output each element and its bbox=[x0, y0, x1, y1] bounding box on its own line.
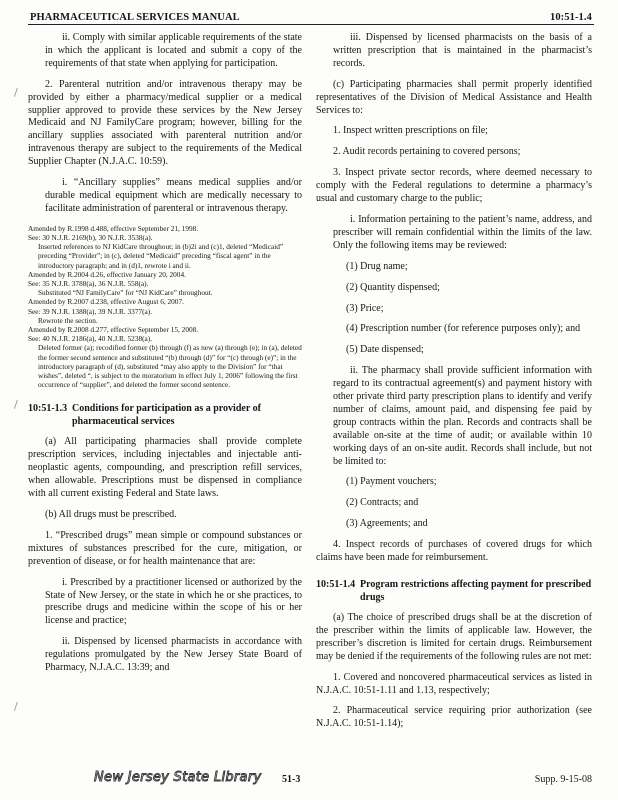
running-header bbox=[30, 9, 592, 23]
library-watermark: New Jersey State Library bbox=[94, 770, 262, 785]
margin-mark: / bbox=[14, 86, 18, 99]
history-line: Amended by R.2007 d.238, effective August 6, 2007. bbox=[28, 297, 184, 307]
page-number: 51-3 bbox=[282, 774, 301, 785]
paragraph-b1-ii: ii. Dispensed by licensed pharmacists in accordance with regulations promulgated by the New Jersey State Board of Pharmacy, N.J.A.C. 13:39; and bbox=[45, 636, 302, 674]
paragraph-c3: 3. Inspect private sector records, where deemed necessary to comply with the Federal regulations to determine a pharmacy’s usual and customary charge to the public; bbox=[316, 167, 592, 205]
paragraph-c: (c) Participating pharmacies shall permit properly identified representatives of the Division of Medical Assistance and Health Services to: bbox=[316, 78, 592, 116]
paragraph-1-4-a: (a) The choice of prescribed drugs shall be at the discretion of the prescriber within the limits of applicable law. However, the prescriber’s discretion is limited for certain drugs. Reimbursement may be denied if the requirements of the following rules are not met: bbox=[316, 612, 592, 662]
history-line: Inserted references to NJ KidCare throughout; in (b)2i and (c)1, deleted “Medicaid” preceding “Provider”; in (c), deleted “Medicaid” preceding “fiscal agent” in the introductory paragraph; and in (d)1, rewrote i and ii. bbox=[38, 242, 284, 270]
paragraph-b2-ii: ii. Comply with similar applicable requirements of the state in which the applicant is located and submit a copy of the requirements of that state when applying for participation. bbox=[45, 32, 302, 69]
list-item: (2) Quantity dispensed; bbox=[346, 281, 440, 293]
section-number: 10:51-1.4 bbox=[316, 579, 356, 590]
history-line: See: 40 N.J.R. 2186(a), 40 N.J.R. 5238(a). bbox=[28, 334, 153, 344]
history-line: See: 35 N.J.R. 3788(a), 36 N.J.R. 558(a). bbox=[28, 279, 149, 288]
list-item: (1) Payment vouchers; bbox=[346, 476, 437, 488]
history-line: Substituted “NJ FamilyCare” for “NJ KidCare” throughout. bbox=[38, 288, 213, 298]
list-item: (3) Agreements; and bbox=[346, 518, 428, 530]
paragraph-b1: 1. “Prescribed drugs” mean simple or compound substances or mixtures of substances prescribed for the cure, mitigation, or prevention of disease, or for health maintenance that are: bbox=[28, 529, 302, 567]
paragraph-b2-i: i. “Ancillary supplies” means medical supplies and/or durable medical equipment which are medically necessary to facilitate administration of parenteral or intravenous therapy. bbox=[45, 177, 302, 214]
margin-mark: / bbox=[14, 700, 18, 713]
manual-title: PHARMACEUTICAL SERVICES MANUAL bbox=[30, 12, 240, 23]
paragraph-1-4-a1: 1. Covered and noncovered pharmaceutical services as listed in N.J.A.C. 10:51-1.11 and 1.13, respectively; bbox=[316, 671, 592, 696]
list-item: (5) Date dispensed; bbox=[346, 344, 424, 356]
history-line: Deleted former (a); recodified former (b) through (f) as new (a) through (e); in (a), deleted the former second sentence and substituted “(b) through (d)” for “(c) through (e)”; in the introductory paragraph of (d), substituted “may also apply to the Division” for “that wishes”, deleted “, is subject to the moratorium in effect July 1, 2006” following the first occurrence of “supplier”, and deleted the former second sentence. bbox=[38, 343, 302, 390]
section-title: Conditions for participation as a provider of pharmaceutical services bbox=[72, 403, 261, 427]
list-item: (4) Prescription number (for reference purposes only); and bbox=[346, 323, 581, 335]
section-heading-1-3 bbox=[28, 403, 302, 428]
section-heading-1-4 bbox=[316, 579, 592, 604]
paragraph-b: (b) All drugs must be prescribed. bbox=[45, 508, 177, 520]
section-title: Program restrictions affecting payment for prescribed drugs bbox=[360, 579, 592, 603]
paragraph-a: (a) All participating pharmacies shall provide complete prescription services, including injectables and injectable anti-neoplastic agents, compounding, and prescription refill services, when allowable. Prescriptions must be dispensed in compliance with all current existing Federal and State laws. bbox=[28, 436, 302, 500]
margin-mark: / bbox=[14, 398, 18, 411]
section-range: 10:51-1.4 bbox=[549, 12, 592, 23]
paragraph-c3-ii: ii. The pharmacy shall provide sufficient information with regard to its contractual agreement(s) and payment history with other private third party prescription plans to identify and verify number of claims, amount paid, and dispensing fee paid by group contracts within the plan. Records and contracts shall be available on-site at the time of audit; or available within 10 working days of an on-site audit. Records shall include, but not be limited to: bbox=[333, 365, 592, 467]
history-line: See: 30 N.J.R. 2169(b), 30 N.J.R. 3538(a). bbox=[28, 232, 153, 242]
header-rule bbox=[28, 24, 594, 25]
supplement-date: Supp. 9-15-08 bbox=[534, 774, 592, 785]
left-column bbox=[28, 32, 302, 675]
section-number: 10:51-1.3 bbox=[28, 403, 68, 415]
history-line: Rewrote the section. bbox=[38, 315, 98, 325]
history-notes bbox=[28, 224, 302, 390]
history-line: Amended by R.2004 d.26, effective January 20, 2004. bbox=[28, 269, 186, 279]
list-item: (2) Contracts; and bbox=[346, 497, 419, 509]
page-footer bbox=[30, 770, 592, 790]
paragraph-b1-iii: iii. Dispensed by licensed pharmacists on the basis of a written prescription that is maintained in the pharmacist’s records. bbox=[333, 32, 592, 69]
paragraph-1-4-a2: 2. Pharmaceutical service requiring prior authorization (see N.J.A.C. 10:51-1.14); bbox=[316, 705, 592, 730]
list-item: (1) Drug name; bbox=[346, 260, 408, 272]
right-column bbox=[316, 32, 592, 731]
history-line: Amended by R.2008 d.277, effective September 15, 2008. bbox=[28, 325, 199, 335]
paragraph-c2: 2. Audit records pertaining to covered persons; bbox=[333, 146, 521, 158]
paragraph-c3-i: i. Information pertaining to the patient’s name, address, and prescriber will remain confidential within the limits of the law. Only the following items may be reviewed: bbox=[333, 213, 592, 251]
paragraph-c4: 4. Inspect records of purchases of covered drugs for which claims have been made for reimbursement. bbox=[316, 539, 592, 564]
paragraph-b2: 2. Parenteral nutrition and/or intravenous therapy may be provided by either a pharmacy/medical supplier or a medical supplier approved to provide these services by the New Jersey Medicaid and NJ FamilyCare program; however, billing for the ancillary supplies associated with parenteral nutrition and/or intravenous therapy are subject to the requirements of the Medical Supplier Chapter (N.J.A.C. 10:59). bbox=[28, 78, 302, 168]
list-item: (3) Price; bbox=[346, 302, 384, 314]
paragraph-b1-i: i. Prescribed by a practitioner licensed or authorized by the State of New Jersey, or the state in which he or she practices, to prescribe drugs and medicine within the scope of his or her license and practice; bbox=[45, 576, 302, 627]
paragraph-c1: 1. Inspect written prescriptions on file; bbox=[333, 125, 488, 137]
history-line: See: 39 N.J.R. 1388(a), 39 N.J.R. 3377(a). bbox=[28, 306, 153, 316]
history-line: Amended by R.1998 d.488, effective September 21, 1998. bbox=[28, 223, 199, 233]
